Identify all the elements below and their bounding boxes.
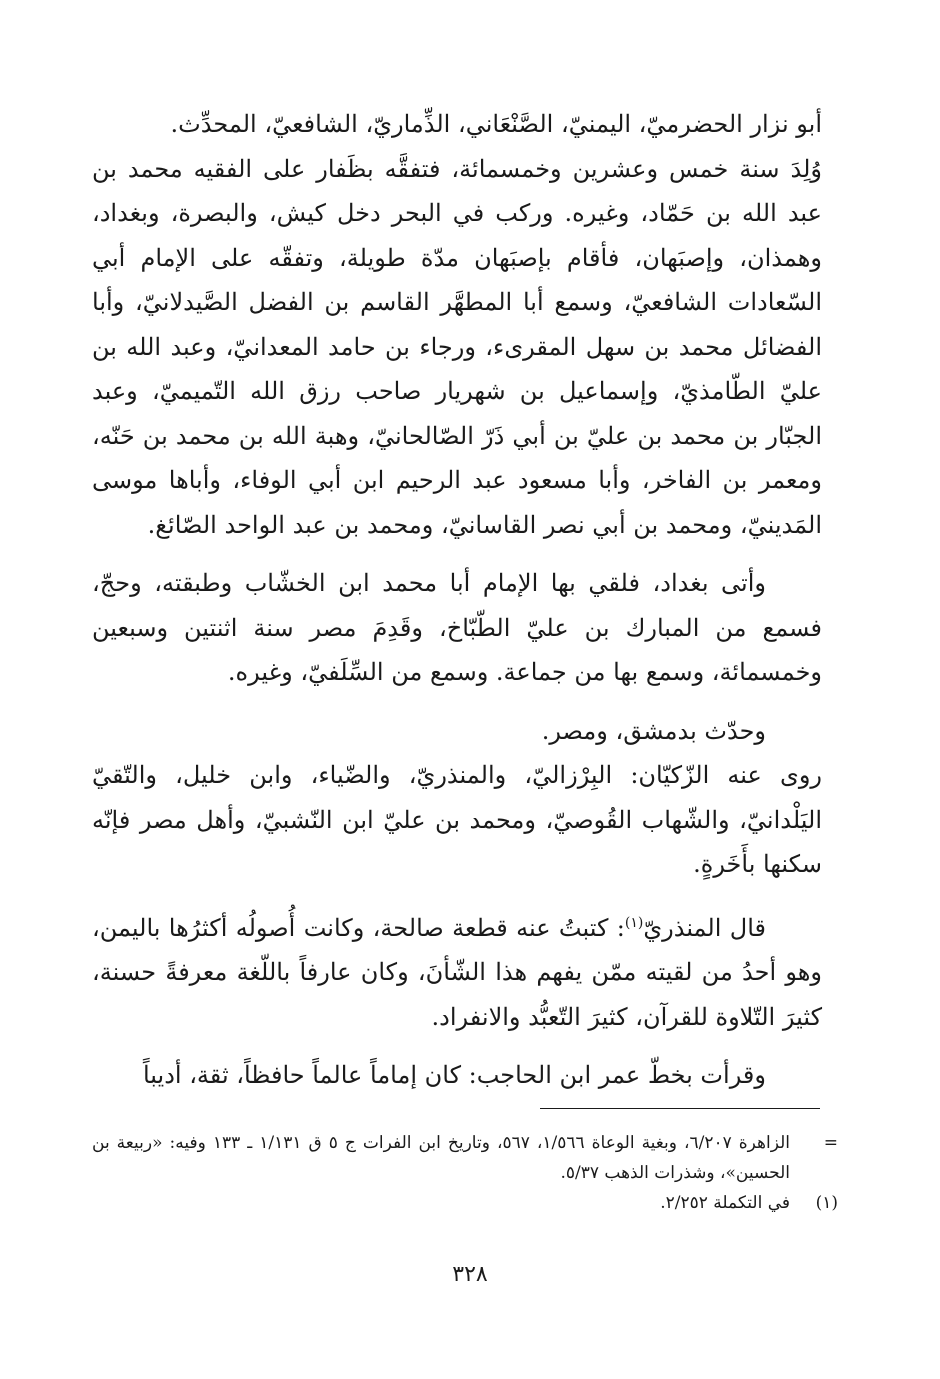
footnotes (92, 1128, 838, 1218)
footnote-1 (92, 1188, 838, 1218)
paragraph-6-text: وقرأت بخطّ عمر ابن الحاجب: كان إماماً عالماً حافظاً، ثقة، أديباً (142, 1061, 766, 1089)
paragraph-1 (92, 102, 822, 547)
page-number: ٣٢٨ (452, 1262, 488, 1287)
paragraph-2-text: وأتى بغداد، فلقي بها الإمام أبا محمد ابن الخشّاب وطبقته، وحجّ، فسمع من المبارك بن عليّ الطّبّاخ، وقَدِمَ مصر سنة اثنتين وسبعين وخمسمائة، وسمع بها من جماعة. وسمع من السِّلَفيّ، وغيره. (92, 569, 822, 686)
paragraph-3-text: وحدّث بدمشق، ومصر. (541, 716, 766, 745)
paragraph-1-text: أبو نزار الحضرميّ، اليمنيّ، الصَّنْعَاني، الذِّماريّ، الشافعيّ، المحدِّث. وُلِدَ سنة خمس وعشرين وخمسمائة، فتفقَّه بظَفار على الفقيه محمد بن عبد الله بن حَمّاد، وغيره. وركب في البحر دخل كيش، والبصرة، وبغداد، وهمذان، وإصبَهان، فأقام بإصبَهان مدّة طويلة، وتفقّه على الإمام أبي السّعادات الشافعيّ، وسمع أبا المطهَّر القاسم بن الفضل الصَّيدلانيّ، وأبا الفضائل محمد بن سهل المقرىء، ورجاء بن حامد المعدانيّ، وعبد الله بن عليّ الطّامذيّ، وإسماعيل بن شهريار صاحب رزق الله التّميميّ، وعبد الجبّار بن محمد بن عليّ بن أبي ذَرّ الصّالحانيّ، وهبة الله بن محمد بن حَنّه، ومعمر بن الفاخر، وأبا مسعود عبد الرحيم ابن أبي الوفاء، وأباها موسى المَدينيّ، ومحمد بن أبي نصر القاسانيّ، ومحمد بن عبد الواحد الصّائغ. (92, 110, 822, 539)
footnote-continuation-text: الزاهرة ٦/٢٠٧، وبغية الوعاة ١/٥٦٦، ٥٦٧، وتاريخ ابن الفرات ج ٥ ق ١/١٣١ ـ ١٣٣ وفيه: «ربيعة بن الحسين»، وشذرات الذهب ٥/٣٧. (92, 1133, 791, 1183)
footnote-reference-1: (١) (624, 914, 644, 931)
footnote-separator (540, 1108, 820, 1109)
paragraph-6 (92, 1053, 822, 1098)
paragraph-5-text-after: : كتبتُ عنه قطعة صالحة، وكانت أُصولُه أكثرُها باليمن، وهو أحدُ من لقيته ممّن يفهم هذا الشّأنَ، وكان عارفاً باللّغة معرفةً حسنة، كثيرَ التّلاوة للقرآن، كثيرَ التّعبُّد والانفراد. (92, 913, 822, 1031)
paragraph-2 (92, 561, 822, 695)
paragraph-5-text-before: قال المنذريّ (643, 913, 767, 942)
paragraph-4-text: روى عنه الزّكيّان: البِرْزاليّ، والمنذريّ، والضّياء، وابن خليل، والتّقيّ اليَلْدانيّ، والشّهاب القُوصيّ، ومحمد بن عليّ ابن النّشبيّ، وأهل مصر فإنّه سكنها بأَخَرةٍ. (92, 761, 822, 878)
paragraph-3 (92, 709, 822, 754)
footnote-1-text: في التكملة ٢/٢٥٢. (660, 1193, 790, 1213)
footnote-1-marker: (١) (815, 1193, 838, 1213)
paragraph-4 (92, 753, 822, 887)
footnote-continuation-marker: = (823, 1133, 838, 1153)
main-text (92, 102, 822, 1098)
footnote-continuation (92, 1128, 838, 1188)
paragraph-5 (92, 901, 822, 1040)
